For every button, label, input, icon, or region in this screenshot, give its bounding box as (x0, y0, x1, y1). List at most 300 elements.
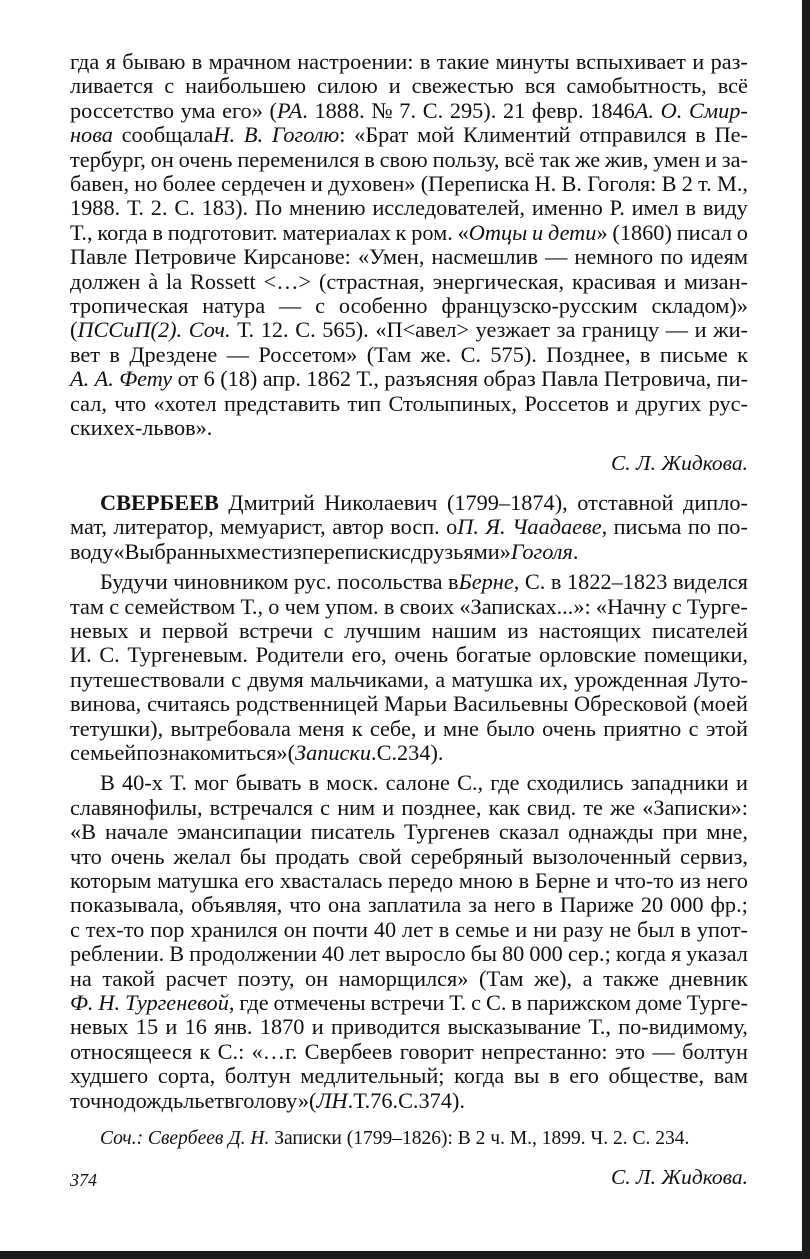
word: виду (702, 195, 748, 221)
word: бы (239, 843, 267, 869)
word: — (665, 317, 689, 343)
word: худшего (70, 1063, 149, 1089)
word: говорит (399, 1038, 474, 1064)
word: в (518, 868, 530, 893)
word: Дрездене (129, 341, 218, 367)
word: восп. (390, 514, 440, 540)
word: И. (70, 642, 92, 668)
word: апр. (262, 366, 302, 392)
word: «Записки»: (642, 794, 748, 820)
word: их, (539, 666, 568, 692)
word: к (351, 715, 363, 741)
word: 1846А. (590, 97, 654, 123)
word: но (134, 171, 158, 197)
word: 6 (203, 366, 215, 392)
word: познакомиться» (136, 739, 288, 765)
word: Т. (353, 1087, 371, 1113)
word: с (109, 593, 120, 619)
word: С. (376, 739, 398, 765)
word: голову» (234, 1087, 309, 1113)
word: бываю (122, 49, 186, 74)
word: упот- (696, 916, 748, 942)
word: с (323, 617, 334, 643)
word: имел (631, 195, 679, 221)
word: Турге- (686, 593, 748, 619)
word: за (468, 892, 487, 918)
word: Свербеев (304, 1038, 393, 1064)
word: где (239, 990, 269, 1016)
word: à (148, 268, 159, 294)
word: сказал (498, 819, 560, 845)
word: свой (358, 843, 402, 869)
word: был (637, 916, 675, 942)
word: ex-львов». (113, 415, 213, 441)
word: мог (194, 770, 229, 796)
word: в (308, 770, 320, 796)
word: Марьи (384, 691, 448, 717)
word: за (556, 317, 576, 343)
word: болтун (224, 1063, 291, 1089)
word: сервиз, (679, 843, 748, 869)
word: продолжении (189, 941, 317, 967)
word: и (139, 617, 152, 643)
word: встречи (238, 617, 313, 643)
word: 15 (135, 1014, 159, 1040)
word: оП. (446, 514, 479, 540)
word: из (679, 868, 701, 893)
word: ни (533, 916, 557, 942)
word: Я. (485, 514, 506, 540)
word: тропическая (70, 293, 189, 319)
word: Ф. (70, 990, 94, 1016)
word: письме (659, 341, 728, 367)
word: и (596, 868, 609, 893)
word: о (268, 593, 280, 619)
word: чем (284, 593, 320, 619)
word: него (493, 892, 536, 918)
word: сал, (70, 390, 107, 416)
word: поэту, (237, 965, 295, 991)
word: приятно (603, 715, 682, 741)
word: (страстная, (319, 268, 425, 294)
word: в (639, 341, 651, 367)
word: других (635, 390, 702, 416)
word: упом. (325, 593, 379, 619)
word: «хотел (153, 390, 217, 416)
word: 1888. (314, 97, 365, 123)
word: Будучи (100, 569, 168, 595)
text-line (70, 392, 748, 416)
word: пользу, (432, 146, 500, 172)
text-line (70, 595, 748, 619)
word: сердечен (221, 171, 306, 197)
word: 76. (370, 1087, 399, 1113)
word: Россетом» (258, 341, 358, 367)
word: и (694, 317, 707, 343)
word: вБерне, (448, 569, 520, 595)
word: когда (97, 219, 148, 245)
word: «В (70, 819, 97, 845)
word: двумя (247, 666, 304, 692)
word: (Переписка (420, 171, 530, 197)
word: хранился (190, 916, 278, 942)
word: «…г. (251, 1038, 298, 1064)
text-line (70, 820, 748, 844)
text-line (70, 619, 748, 643)
word: 1862 (306, 366, 352, 392)
word: немного (574, 244, 654, 270)
word: подготовит. (167, 219, 278, 245)
word: рус- (708, 390, 748, 416)
word: указал (686, 941, 748, 967)
text-line (70, 991, 748, 1015)
word: с (688, 715, 699, 741)
word: Луто- (694, 666, 748, 692)
word: 374). (418, 1087, 465, 1113)
word: в (438, 916, 450, 942)
word: представить (223, 390, 341, 416)
word: С. (460, 341, 482, 367)
text-line (70, 540, 748, 564)
word: 40 (373, 916, 397, 942)
word: сходились (526, 770, 624, 796)
word: 21 (502, 97, 526, 123)
word: за- (721, 146, 748, 172)
word: свежестью (411, 73, 514, 99)
word: отмечены (273, 990, 366, 1016)
word: в (224, 1087, 235, 1113)
word: дети» (548, 219, 608, 245)
text-line (70, 1015, 748, 1039)
text-line (70, 221, 748, 245)
word: тербург, (70, 146, 146, 172)
word: М., (717, 171, 748, 197)
word: в (511, 990, 522, 1016)
word: 2 (681, 171, 693, 197)
word: разъясняя (384, 366, 478, 392)
word: сообщалаН. (121, 122, 236, 148)
word: по- (717, 514, 748, 540)
word: невых (70, 617, 129, 643)
word: Россетов (524, 390, 609, 416)
word: относящееся (70, 1038, 193, 1064)
word: писатель (310, 819, 396, 845)
word: 295). (449, 97, 497, 123)
word: нашим (431, 617, 497, 643)
word: реблении. (70, 941, 165, 967)
word: С. (524, 569, 546, 595)
word: «Выбранных (113, 538, 237, 564)
word: бавен, (70, 171, 130, 197)
word: мат, (70, 514, 107, 540)
text-line (70, 50, 748, 74)
text-line (70, 845, 748, 869)
word: (Записки. (287, 739, 377, 765)
word: его, (351, 642, 387, 668)
text-line (70, 1040, 748, 1064)
word: также (603, 965, 659, 991)
word: и (616, 390, 629, 416)
word: что-то (614, 868, 674, 893)
text-line (70, 717, 748, 741)
word: ских (70, 415, 114, 441)
word: (моей (693, 691, 748, 717)
word: которым (70, 868, 152, 893)
word: виделся (672, 569, 748, 595)
word: из (507, 617, 529, 643)
page-number: 374 (70, 1170, 97, 1190)
word: В. (243, 122, 264, 148)
word: в (419, 49, 431, 74)
word: я (105, 49, 116, 74)
text-line (70, 570, 748, 594)
text-line (70, 270, 748, 294)
text-line (70, 123, 748, 147)
text-line (70, 942, 748, 966)
word: с (231, 666, 242, 692)
word: «П<авел> (375, 317, 470, 343)
word: Париже (559, 892, 634, 918)
word: февр. (531, 97, 584, 123)
word: продать (275, 843, 350, 869)
text-line (70, 643, 748, 667)
word: и (310, 171, 323, 197)
word: и (515, 916, 528, 942)
word: 234). (397, 739, 444, 765)
word: лет (349, 941, 381, 967)
word: при (662, 819, 698, 845)
word: ума (180, 97, 216, 123)
word: же (610, 794, 636, 820)
word: Т., (588, 1014, 611, 1040)
word: Т., (70, 219, 93, 245)
word: 575). (490, 341, 537, 367)
word: не (609, 916, 632, 942)
word: почти (312, 916, 368, 942)
word: Столыпиных, (388, 390, 517, 416)
text-line (70, 967, 748, 991)
text-line (70, 771, 748, 795)
word: тип (347, 390, 382, 416)
word: непрестанно: (481, 1038, 608, 1064)
word: отправился (579, 122, 687, 148)
word: С. (422, 97, 444, 123)
word: где (490, 770, 520, 796)
word: серебряный (410, 843, 524, 869)
word: Позднее, (546, 341, 631, 367)
word: Дмитрий (228, 489, 315, 515)
word: рус. (293, 569, 332, 595)
word: там (70, 593, 105, 619)
word: медлительный; (300, 1063, 445, 1089)
word: первой (161, 617, 229, 643)
word: 183). (201, 195, 249, 221)
text-line (70, 318, 748, 342)
word: очень (178, 146, 233, 172)
word: минуты (495, 49, 570, 74)
word: именно (531, 195, 603, 221)
word: В (100, 770, 115, 796)
word: красивая (571, 268, 657, 294)
word: расчет (165, 965, 228, 991)
word: когда (454, 1063, 505, 1089)
word: славянофилы, (70, 794, 203, 820)
text-line (70, 74, 748, 98)
word: своих (399, 593, 455, 619)
word: высказывание (447, 1014, 582, 1040)
text-line (70, 367, 748, 391)
word: умен (653, 146, 701, 172)
word: очень (394, 642, 449, 668)
word: В (661, 171, 677, 197)
word: болтун (682, 1038, 748, 1064)
word: такой (102, 965, 156, 991)
word: невых (70, 1014, 129, 1040)
word: писателей (651, 617, 748, 643)
word: вам (713, 1063, 748, 1089)
word: доме (635, 990, 683, 1016)
word: этой (705, 715, 748, 741)
word: чиновником (173, 569, 289, 595)
word: Т., (356, 366, 379, 392)
word: Фету (119, 366, 173, 392)
word: <…> (263, 268, 312, 294)
word: С. (174, 195, 195, 221)
word: бывать (235, 770, 302, 796)
word: писал (676, 219, 732, 245)
word: мне (442, 715, 479, 741)
word: гда (70, 49, 100, 74)
word: жив, (604, 146, 649, 172)
word: С., (457, 770, 484, 796)
word: В. (561, 171, 582, 197)
word: С. (398, 1087, 419, 1113)
word: Обресковой (574, 691, 688, 717)
word: вытребовала (170, 715, 291, 741)
word: наморщился» (338, 965, 469, 991)
word: встречи (370, 990, 445, 1016)
word: раз- (710, 49, 748, 74)
paragraph-continuation (70, 50, 748, 441)
word: Николаевич (324, 489, 438, 515)
word: и (735, 770, 748, 796)
word: духовен» (328, 171, 416, 197)
word: 20 (640, 892, 664, 918)
word: тех-то (85, 916, 145, 942)
word: Турге- (686, 990, 748, 1016)
word: Кирсанове: (243, 244, 351, 270)
word: насмешлив (431, 244, 538, 270)
word: С.: (217, 1038, 245, 1064)
word: Пе- (714, 122, 748, 148)
word: моск. (326, 770, 379, 796)
word: 40 (321, 941, 345, 967)
word: Тургенев (403, 819, 490, 845)
word: Т. (127, 195, 144, 221)
word: (ЛН. (309, 1087, 354, 1113)
word: настроении: (297, 49, 414, 74)
word: я (670, 941, 682, 967)
word: воду (70, 538, 114, 564)
word: Соч. (188, 317, 231, 343)
word: семейством (124, 593, 236, 619)
text-line (70, 668, 748, 692)
bibliography-label: Соч.: Свербеев Д. Н. (100, 1128, 270, 1150)
word: янв. (214, 1014, 253, 1040)
word: идеям (690, 244, 748, 270)
word: 000 (529, 941, 563, 967)
word: а (582, 965, 593, 991)
word: Петровиче (134, 244, 237, 270)
word: (ПССиП(2). (70, 317, 183, 343)
word: выросло (385, 941, 466, 967)
paragraph-salon (70, 771, 748, 1113)
word: позднее, (401, 794, 482, 820)
word: же (575, 146, 601, 172)
word: матушка (157, 868, 239, 893)
word: Гоголя: (587, 171, 657, 197)
word: себе, (369, 715, 417, 741)
word: винова, (70, 691, 142, 717)
word: Т. (170, 770, 187, 796)
word: в (383, 593, 395, 619)
word: Климентий (463, 122, 571, 148)
word: он (283, 916, 307, 942)
word: складом)» (651, 293, 748, 319)
word: Т. (237, 317, 255, 343)
word: салоне (385, 770, 450, 796)
word: и (311, 1014, 324, 1040)
word: к (199, 1038, 211, 1064)
word: 7. (399, 97, 417, 123)
word: к (737, 341, 748, 367)
word: письма (613, 514, 682, 540)
word: мрачном (208, 49, 291, 74)
word: французско-русским (441, 293, 638, 319)
word: мною (458, 868, 513, 893)
word: точно (70, 1087, 125, 1113)
word: Смир- (689, 97, 748, 123)
text-line (70, 196, 748, 220)
word: настоящих (538, 617, 642, 643)
word: ром. (411, 219, 453, 245)
word: 80 (502, 941, 525, 967)
word: Павла (541, 366, 599, 392)
text-line (70, 918, 748, 942)
word: ливается (70, 73, 154, 99)
text-line (70, 869, 748, 893)
text-line (70, 1089, 748, 1113)
word: «Начну (595, 593, 667, 619)
word: орловские (539, 642, 637, 668)
word: С. (99, 642, 120, 668)
word: должен (70, 268, 141, 294)
word: В (169, 941, 185, 967)
word: Р. (609, 195, 625, 221)
word: пи- (716, 366, 748, 392)
word: 40-х (122, 770, 163, 796)
word: эмансипации (177, 819, 302, 845)
word: всё (717, 73, 748, 99)
word: урожденная (574, 666, 688, 692)
word: он (150, 146, 174, 172)
word: в (695, 122, 706, 148)
word: вся (524, 73, 556, 99)
word: всё (504, 146, 535, 172)
word: Н. (534, 171, 557, 197)
word: (18) (220, 366, 258, 392)
word: Павле (70, 244, 128, 270)
